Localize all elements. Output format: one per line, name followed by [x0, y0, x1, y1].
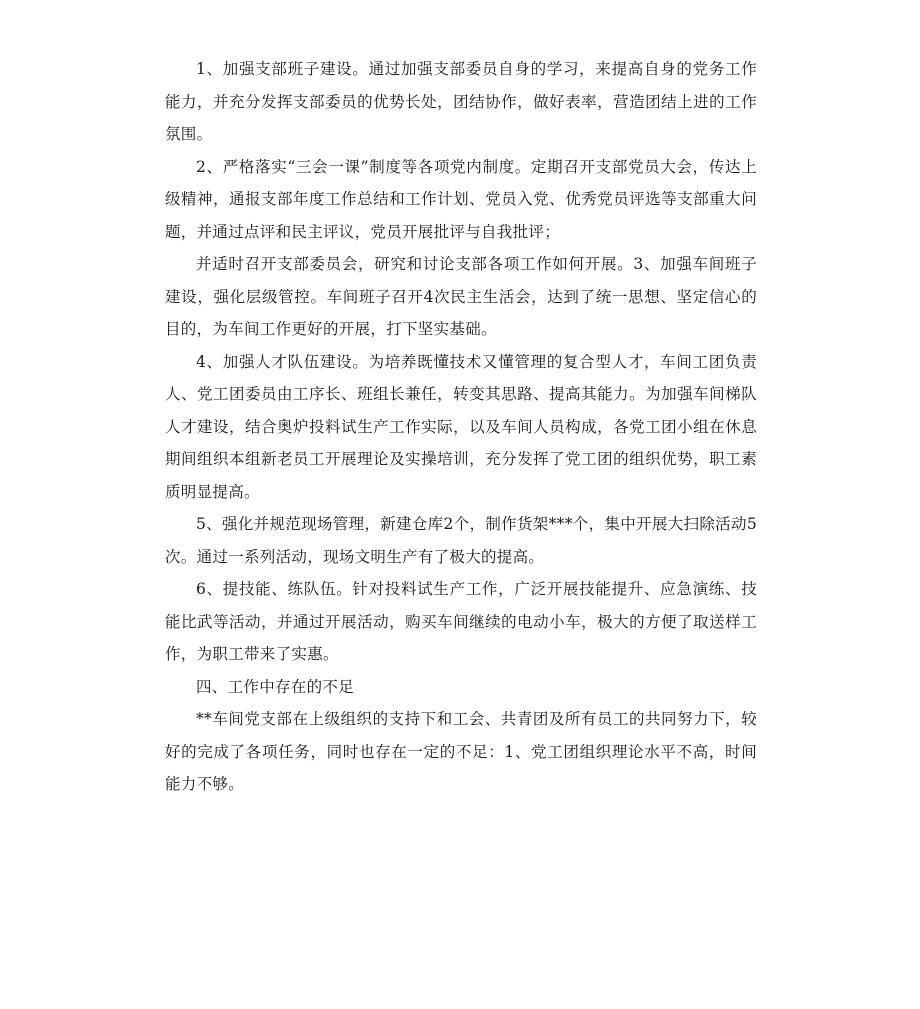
- paragraph-party-system: 2、严格落实“三会一课”制度等各项党内制度。定期召开支部党员大会，传达上级精神，通报支部年度工作总结和工作计划、党员入党、优秀党员评选等支部重大问题，并通过点评和民主评议，党员开展批评与自我批评；: [165, 157, 757, 241]
- paragraph-skills: 6、提技能、练队伍。针对投料试生产工作，广泛开展技能提升、应急演练、技能比武等活动，并通过开展活动，购买车间继续的电动小车，极大的方便了取送样工作，为职工带来了实惠。: [165, 580, 757, 663]
- paragraph-shortcomings: **车间党支部在上级组织的支持下和工会、共青团及所有员工的共同努力下，较好的完成了各项任务，同时也存在一定的不足：1、党工团组织理论水平不高，时间能力不够。: [165, 710, 757, 793]
- document-body: [165, 53, 757, 801]
- paragraph-site-management: 5、强化并规范现场管理，新建仓库2个，制作货架***个，集中开展大扫除活动5次。通过一系列活动，现场文明生产有了极大的提高。: [165, 515, 757, 566]
- paragraph-talent-team: 4、加强人才队伍建设。为培养既懂技术又懂管理的复合型人才，车间工团负责人、党工团委员由工序长、班组长兼任，转变其思路、提高其能力。为加强车间梯队人才建设，结合奥炉投料试生产工作实际，以及车间人员构成，各党工团小组在休息期间组织本组新老员工开展理论及实操培训，充分发挥了党工团的组织优势，职工素质明显提高。: [165, 352, 757, 501]
- section-heading-shortcomings: 四、工作中存在的不足: [196, 677, 355, 696]
- paragraph-committee-meeting: 并适时召开支部委员会，研究和讨论支部各项工作如何开展。3、加强车间班子建设，强化层级管控。车间班子召开4次民主生活会，达到了统一思想、坚定信心的目的，为车间工作更好的开展，打下坚实基础。: [165, 255, 757, 338]
- paragraph-branch-team-building: 1、加强支部班子建设。通过加强支部委员自身的学习，来提高自身的党务工作能力，并充分发挥支部委员的优势长处，团结协作，做好表率，营造团结上进的工作氛围。: [165, 60, 757, 143]
